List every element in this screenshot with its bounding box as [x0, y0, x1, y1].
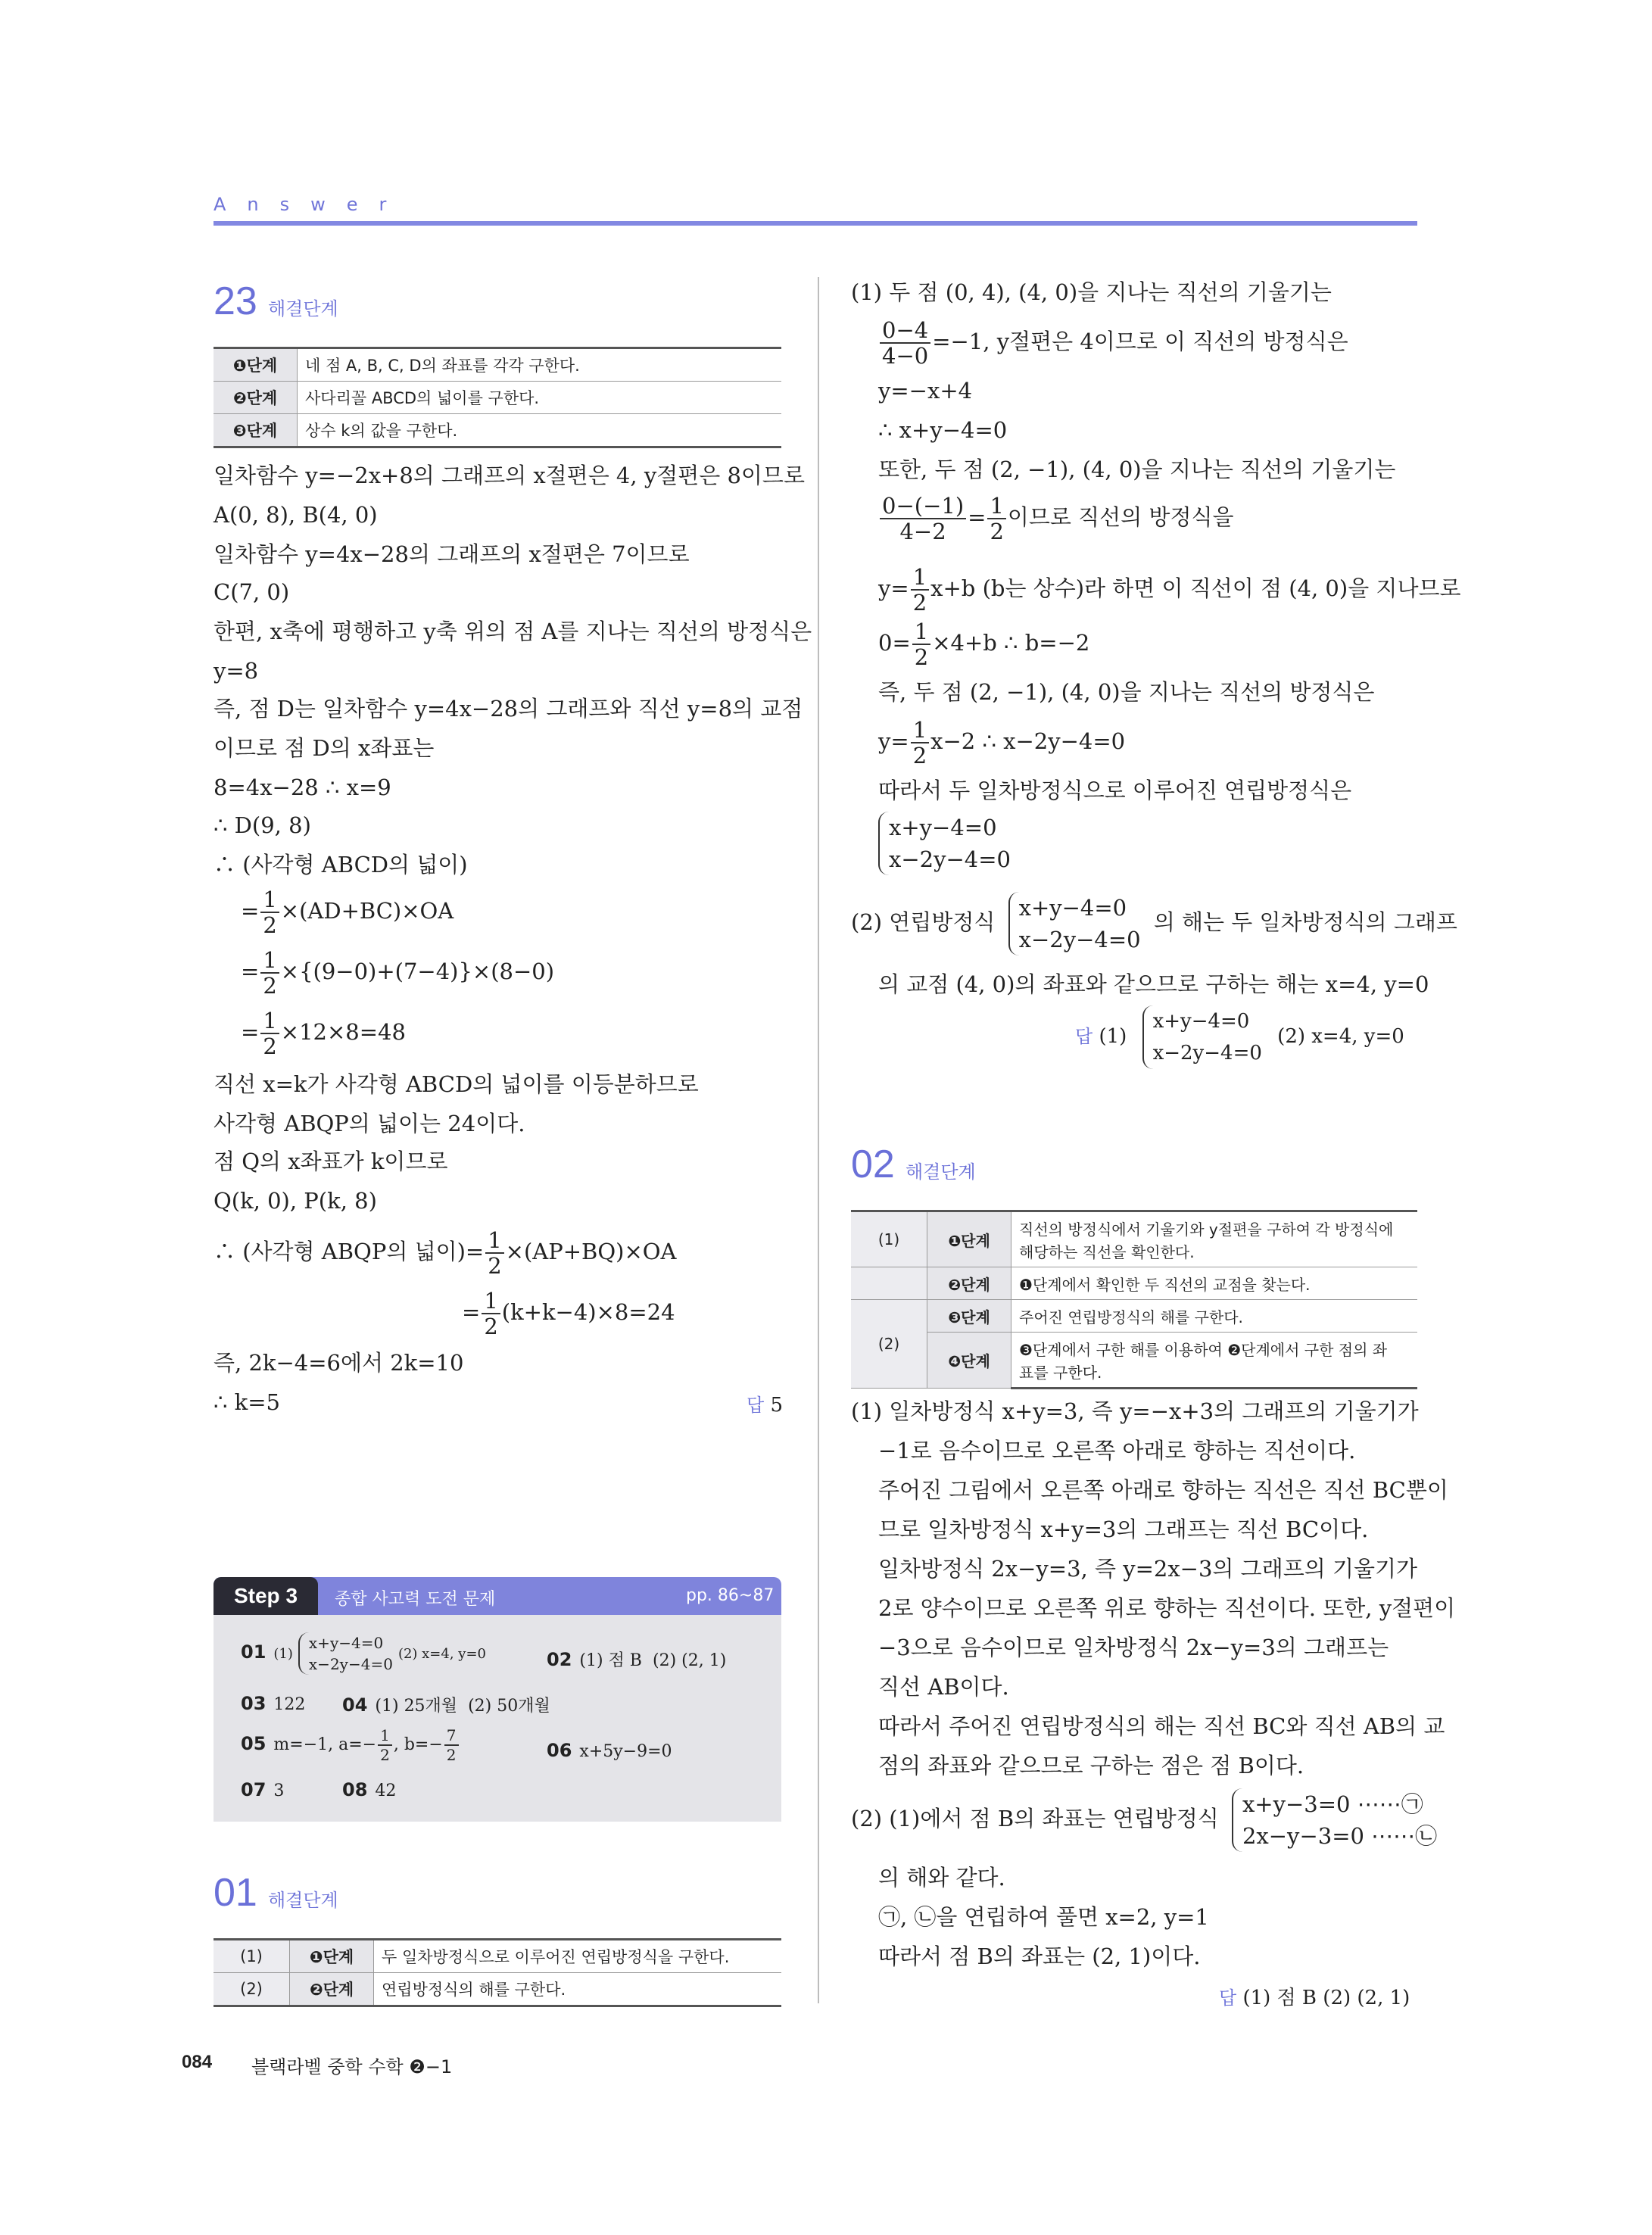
answer-01: 답 (1) x+y−4=0 x−2y−4=0 (2) x=4, y=0 — [1075, 1005, 1404, 1069]
solution-line: 직선 AB이다. — [878, 1674, 1009, 1700]
step3-tab: Step 3 — [214, 1577, 318, 1615]
step-row — [214, 382, 781, 414]
problem-02-label: 해결단계 — [905, 1161, 976, 1183]
fraction: $\frac{1}{2}$ — [485, 1228, 503, 1278]
fraction: $\frac{0-(-1)}{4-2}$ — [880, 494, 966, 544]
step-row — [214, 1973, 781, 2006]
solution-line: 주어진 그림에서 오른쪽 아래로 향하는 직선은 직선 BC뿐이 — [878, 1477, 1448, 1503]
step3-answer-08: 08 42 — [342, 1779, 397, 1800]
solution-line: 점 Q의 x좌표가 k이므로 — [214, 1149, 448, 1174]
step-tag: ❶단계 — [290, 1940, 374, 1973]
area-calc-line: = $\frac{1}{2}$ ×(AD+BC)×OA — [241, 887, 454, 938]
step3-answer-04: 04 (1) 25개월 (2) 50개월 — [342, 1694, 550, 1716]
solution-line: y=8 — [214, 658, 259, 684]
fraction: $\frac{1}{2}$ — [482, 1289, 500, 1339]
problem-02-number: 02 — [851, 1142, 895, 1186]
step3-title: 종합 사고력 도전 문제 — [335, 1590, 496, 1609]
slope-line: $\frac{0-(-1)}{4-2}$ = $\frac{1}{2}$ 이므로 직선의 방정식을 — [878, 494, 1233, 544]
area-calc-line: = $\frac{1}{2}$ ×12×8=48 — [241, 1008, 406, 1059]
step3-answer-03: 03 122 — [241, 1693, 306, 1714]
solution-line: Q(k, 0), P(k, 8) — [214, 1188, 377, 1214]
answer-label: 답 — [1075, 1026, 1093, 1047]
solution-line: 즉, 두 점 (2, −1), (4, 0)을 지나는 직선의 방정식은 — [878, 679, 1375, 705]
solution-line: 일차함수 y=4x−28의 그래프의 x절편은 7이므로 — [214, 541, 690, 567]
step-text: 사다리꼴 ABCD의 넓이를 구한다. — [298, 382, 782, 414]
step3-pages: pp. 86~87 — [686, 1586, 775, 1605]
answer-02: 답 (1) 점 B (2) (2, 1) — [1219, 1987, 1410, 2009]
step-text: ❸단계에서 구한 해를 이용하여 ❷단계에서 구한 점의 좌 — [1011, 1333, 1418, 1361]
step-text: 네 점 A, B, C, D의 좌표를 각각 구한다. — [298, 348, 782, 382]
step3-answer-01: 01 (1) x+y−4=0 x−2y−4=0 (2) x=4, y=0 — [241, 1634, 486, 1673]
equation-line: 0= $\frac{1}{2}$ ×4+b ∴ b=−2 — [878, 619, 1090, 670]
step-tag: ❷단계 — [214, 382, 298, 414]
step-row — [214, 1940, 781, 1973]
solution-line: (1) 두 점 (0, 4), (4, 0)을 지나는 직선의 기울기는 — [851, 279, 1332, 305]
fraction: $\frac{1}{2}$ — [260, 1008, 279, 1058]
problem-23-number: 23 — [214, 279, 257, 323]
solution-line: 즉, 2k−4=6에서 2k=10 — [214, 1350, 464, 1376]
step-text: 연립방정식의 해를 구한다. — [374, 1973, 782, 2006]
system-of-equations: x+y−4=0 x−2y−4=0 — [878, 812, 1011, 875]
step-tag: ❶단계 — [927, 1211, 1011, 1267]
answer-23: 답 5 — [747, 1394, 783, 1417]
solution-line: −3으로 음수이므로 일차방정식 2x−y=3의 그래프는 — [878, 1635, 1389, 1660]
problem-23-steps-table — [214, 347, 781, 448]
step-row — [851, 1333, 1417, 1361]
step-row — [851, 1267, 1417, 1300]
solution-line: ∴ (사각형 ABCD의 넓이) — [214, 852, 468, 877]
step-tag: ❷단계 — [290, 1973, 374, 2006]
solution-line: y=−x+4 — [878, 378, 973, 404]
solution-line: 8=4x−28 ∴ x=9 — [214, 775, 391, 800]
step-text: 표를 구한다. — [1011, 1360, 1418, 1389]
solution-line: −1로 음수이므로 오른쪽 아래로 향하는 직선이다. — [878, 1438, 1356, 1464]
solution-line: ∴ x+y−4=0 — [878, 417, 1008, 443]
page-number: 084 — [182, 2052, 213, 2072]
solution-line: 사각형 ABQP의 넓이는 24이다. — [214, 1111, 525, 1136]
answer-label: 답 — [1219, 1987, 1237, 2009]
step-text: 해당하는 직선을 확인한다. — [1011, 1239, 1418, 1267]
step-tag: ❸단계 — [214, 414, 298, 447]
equation-line: y= $\frac{1}{2}$ x−2 ∴ x−2y−4=0 — [878, 717, 1126, 768]
solution-line: 이므로 점 D의 x좌표는 — [214, 735, 435, 761]
slope-line: $\frac{0-4}{4-0}$ =−1, y절편은 4이므로 이 직선의 방정식은 — [878, 318, 1348, 368]
step-part: (2) — [851, 1300, 927, 1389]
problem-01-number: 01 — [214, 1871, 257, 1915]
solution-line: ∴ D(9, 8) — [214, 812, 311, 838]
solution-line: 따라서 점 B의 좌표는 (2, 1)이다. — [878, 1944, 1201, 1969]
solution-line: 일차함수 y=−2x+8의 그래프의 x절편은 4, y절편은 8이므로 — [214, 463, 805, 488]
step-text: 두 일차방정식으로 이루어진 연립방정식을 구한다. — [374, 1940, 782, 1973]
solution-line: (1) 일차방정식 x+y=3, 즉 y=−x+3의 그래프의 기울기가 — [851, 1398, 1419, 1424]
step-tag: ❶단계 — [214, 348, 298, 382]
step-row — [214, 348, 781, 382]
part2-line: (2) 연립방정식 x+y−4=0 x−2y−4=0 의 해는 두 일차방정식의 그래프 — [851, 892, 1457, 955]
area-calc-line: = $\frac{1}{2}$ ×{(9−0)+(7−4)}×(8−0) — [241, 947, 555, 999]
solution-line: 즉, 점 D는 일차함수 y=4x−28의 그래프와 직선 y=8의 교점 — [214, 696, 803, 722]
step-tag: ❸단계 — [927, 1300, 1011, 1333]
solution-line: 또한, 두 점 (2, −1), (4, 0)을 지나는 직선의 기울기는 — [878, 457, 1396, 482]
step-part: (1) — [214, 1940, 290, 1973]
solution-line: ㉠, ㉡을 연립하여 풀면 x=2, y=1 — [878, 1904, 1209, 1930]
solution-line: 직선 x=k가 사각형 ABCD의 넓이를 이등분하므로 — [214, 1071, 699, 1097]
problem-23-label: 해결단계 — [268, 298, 338, 320]
fraction: $\frac{1}{2}$ — [260, 887, 279, 937]
step-tag: ❹단계 — [927, 1333, 1011, 1389]
solution-line: A(0, 8), B(4, 0) — [214, 502, 378, 528]
area-abqp-line: ∴ (사각형 ABQP의 넓이)= $\frac{1}{2}$ ×(AP+BQ)×OA — [214, 1227, 677, 1279]
fraction: $\frac{1}{2}$ — [987, 494, 1005, 544]
step-text: ❶단계에서 확인한 두 직선의 교점을 찾는다. — [1011, 1267, 1418, 1300]
problem-01-label: 해결단계 — [268, 1890, 338, 1911]
solution-line: 의 교점 (4, 0)의 좌표와 같으므로 구하는 해는 x=4, y=0 — [878, 971, 1429, 997]
running-header: Answer — [214, 194, 408, 215]
step3-answer-07: 07 3 — [241, 1779, 285, 1800]
problem-02-steps-table — [851, 1210, 1417, 1389]
step-row — [851, 1300, 1417, 1333]
solution-line: 2로 양수이므로 오른쪽 위로 향하는 직선이다. 또한, y절편이 — [878, 1595, 1456, 1621]
step-text: 주어진 연립방정식의 해를 구한다. — [1011, 1300, 1418, 1333]
header-rule — [214, 221, 1417, 226]
area-abqp-line: = $\frac{1}{2}$ (k+k−4)×8=24 — [462, 1288, 675, 1339]
step3-answer-06: 06 x+5y−9=0 — [547, 1740, 672, 1761]
solution-line: C(7, 0) — [214, 579, 290, 605]
step3-answer-02: 02 (1) 점 B (2) (2, 1) — [547, 1649, 727, 1670]
answer-label: 답 — [747, 1395, 765, 1416]
fraction: $\frac{1}{2}$ — [260, 948, 279, 998]
fraction: $\frac{0-4}{4-0}$ — [880, 318, 930, 368]
step-row — [851, 1211, 1417, 1240]
solution-line: 한편, x축에 평행하고 y축 위의 점 A를 지나는 직선의 방정식은 — [214, 619, 812, 644]
solution-line: 따라서 주어진 연립방정식의 해는 직선 BC와 직선 AB의 교 — [878, 1713, 1445, 1739]
solution-line: 따라서 두 일차방정식으로 이루어진 연립방정식은 — [878, 778, 1352, 803]
column-divider — [818, 277, 819, 2003]
part2-line: (2) (1)에서 점 B의 좌표는 연립방정식 x+y−3=0 ⋯⋯㉠ 2x−y−3=0 ⋯⋯㉡ — [851, 1788, 1437, 1852]
solution-line: 므로 일차방정식 x+y=3의 그래프는 직선 BC이다. — [878, 1516, 1369, 1542]
problem-01-steps-table — [214, 1938, 781, 2007]
step-row — [214, 414, 781, 447]
step-text: 직선의 방정식에서 기울기와 y절편을 구하여 각 방정식에 — [1011, 1211, 1418, 1240]
step3-answer-05: 05 m=−1, a=− $\frac{1}{2}$ , b=− $\frac{7}{2}$ — [241, 1726, 460, 1764]
solution-line: 일차방정식 2x−y=3, 즉 y=2x−3의 그래프의 기울기가 — [878, 1556, 1417, 1582]
solution-line: 의 해와 같다. — [878, 1865, 1005, 1891]
step-part: (1) — [851, 1211, 927, 1267]
step-part: (2) — [214, 1973, 290, 2006]
equation-line: y= $\frac{1}{2}$ x+b (b는 상수)라 하면 이 직선이 점 (4, 0)을 지나므로 — [878, 564, 1461, 616]
step-text: 상수 k의 값을 구한다. — [298, 414, 782, 447]
book-title: 블랙라벨 중학 수학 ❷−1 — [251, 2056, 453, 2078]
step-tag: ❷단계 — [927, 1267, 1011, 1300]
solution-line: 점의 좌표와 같으므로 구하는 점은 점 B이다. — [878, 1753, 1304, 1778]
solution-line: ∴ k=5 — [214, 1389, 280, 1415]
